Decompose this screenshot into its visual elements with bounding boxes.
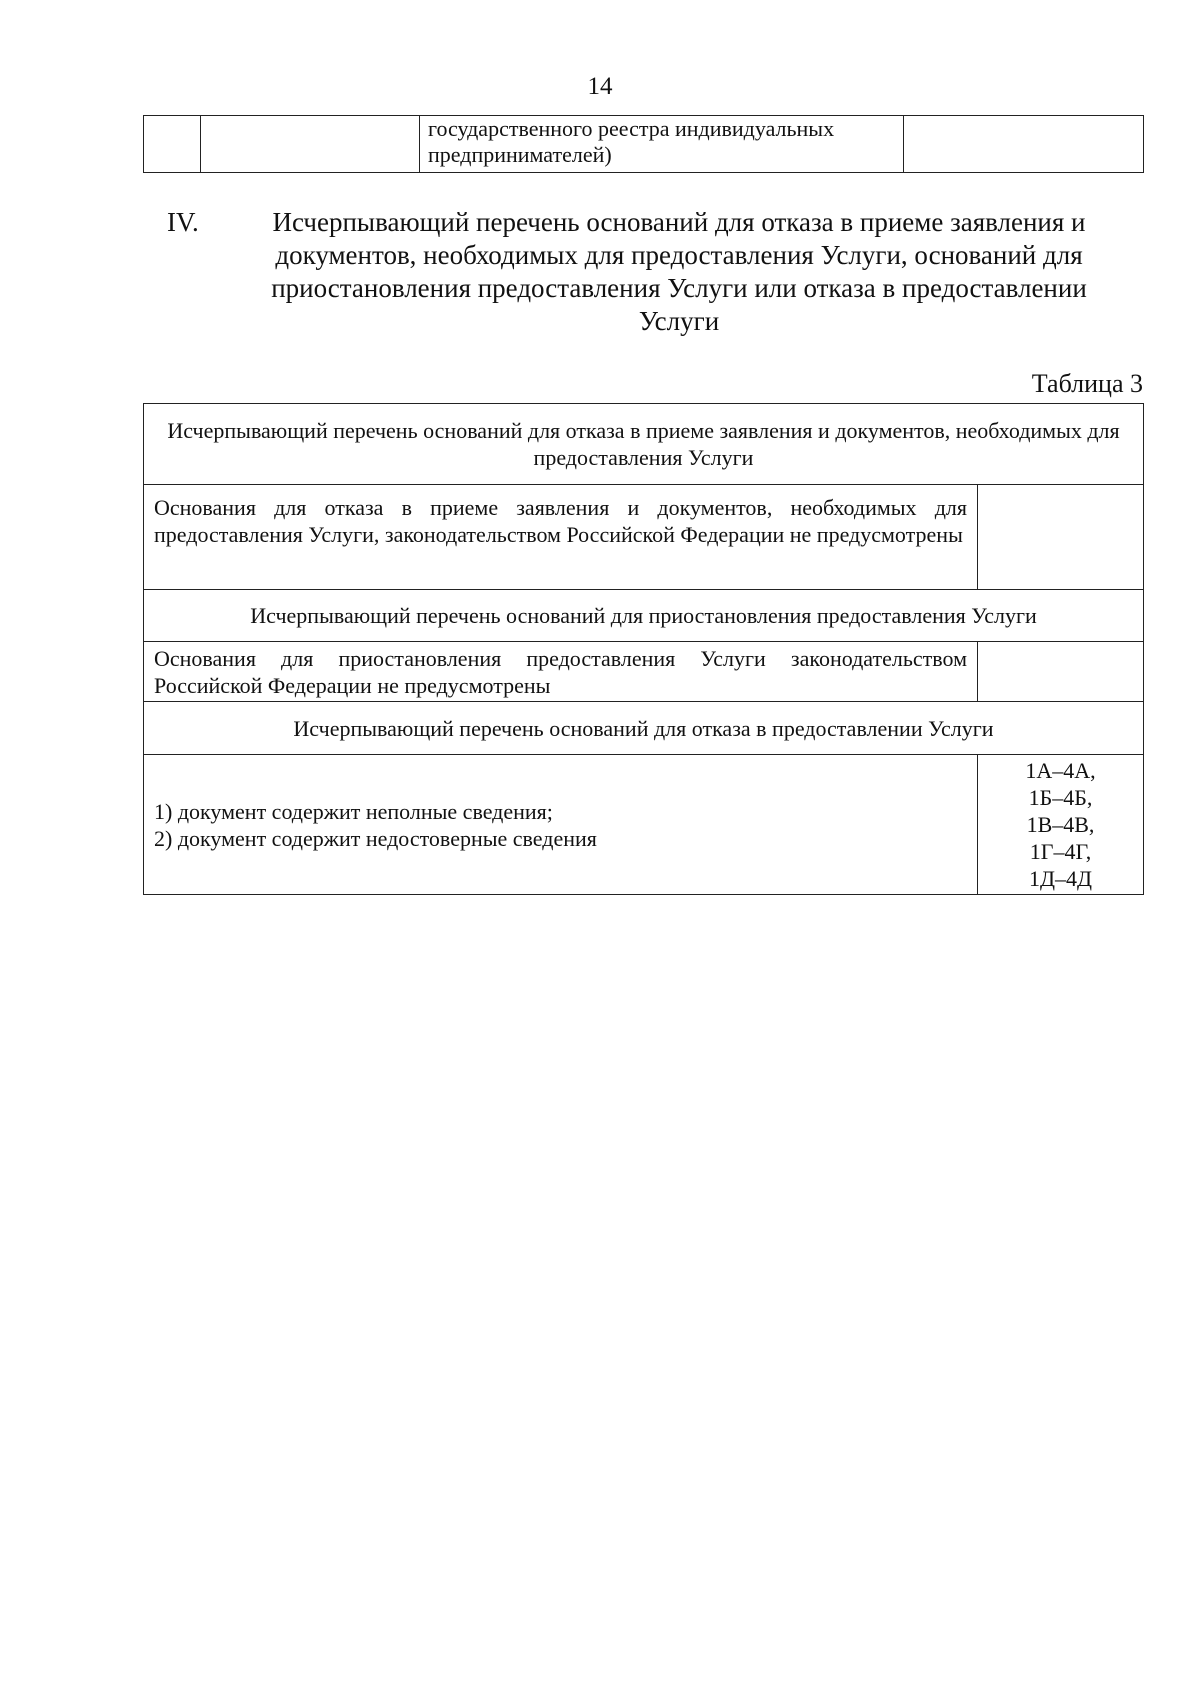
table-row bbox=[144, 702, 1144, 755]
refusal-items-cell bbox=[144, 755, 978, 895]
empty-cell bbox=[978, 642, 1144, 702]
table-3 bbox=[143, 403, 1144, 895]
header-refusal-service: Исчерпывающий перечень оснований для отказа в предоставлении Услуги bbox=[144, 702, 1144, 755]
section-number: IV. bbox=[167, 207, 199, 237]
empty-cell bbox=[144, 116, 201, 173]
empty-cell bbox=[201, 116, 420, 173]
table-row bbox=[144, 404, 1144, 485]
empty-cell bbox=[978, 485, 1144, 590]
continuation-table bbox=[143, 115, 1144, 173]
table-row bbox=[144, 590, 1144, 642]
code-item: 1В–4В, bbox=[1026, 812, 1095, 837]
suspension-text: Основания для приостановления предоставления Услуги законодательством Российской Федерации не предусмотрены bbox=[144, 642, 978, 702]
code-item: 1А–4А, bbox=[1025, 758, 1096, 783]
header-refusal-acceptance: Исчерпывающий перечень оснований для отказа в приеме заявления и документов, необходимых для предоставления Услуги bbox=[144, 404, 1144, 485]
code-item: 1Б–4Б, bbox=[1028, 785, 1093, 810]
refusal-codes-cell bbox=[978, 755, 1144, 895]
header-suspension: Исчерпывающий перечень оснований для приостановления предоставления Услуги bbox=[144, 590, 1144, 642]
table-label: Таблица 3 bbox=[1031, 369, 1143, 398]
empty-cell bbox=[904, 116, 1144, 173]
table-row bbox=[144, 116, 1144, 173]
section-title: Исчерпывающий перечень оснований для отказа в приеме заявления и документов, необходимых для предоставления Услуги, оснований для приостановления предоставления Услуги или отказа в предоставлении Услуги bbox=[271, 207, 1087, 336]
page-number: 14 bbox=[587, 73, 613, 100]
code-item: 1Д–4Д bbox=[1028, 866, 1092, 891]
section-heading bbox=[155, 206, 1115, 338]
table-row bbox=[144, 485, 1144, 590]
refusal-acceptance-text: Основания для отказа в приеме заявления и документов, необходимых для предоставления Услуги, законодательством Российской Федерации не предусмотрены bbox=[144, 485, 978, 590]
registry-cell: государственного реестра индивидуальных предпринимателей) bbox=[420, 116, 904, 173]
code-item: 1Г–4Г, bbox=[1029, 839, 1092, 864]
table-row bbox=[144, 642, 1144, 702]
list-item: 2) документ содержит недостоверные сведения bbox=[154, 825, 597, 851]
table-row bbox=[144, 755, 1144, 895]
list-item: 1) документ содержит неполные сведения; bbox=[154, 798, 553, 824]
